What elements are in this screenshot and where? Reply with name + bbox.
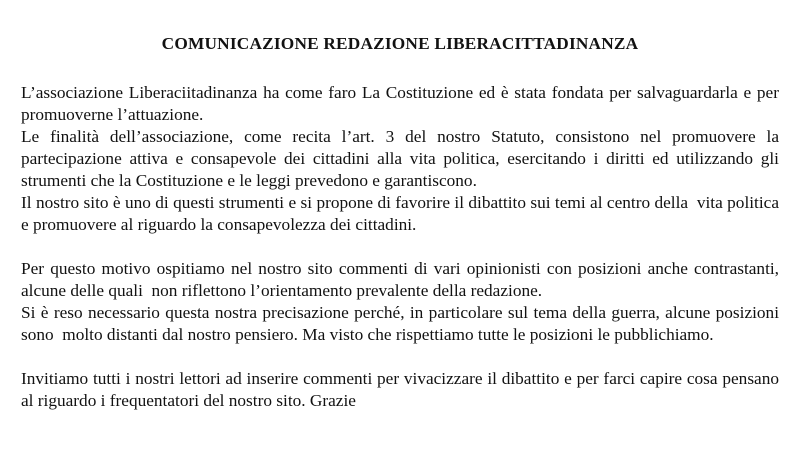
document-title: COMUNICAZIONE REDAZIONE LIBERACITTADINANZA: [161, 34, 639, 53]
paragraph-site-purpose: Il nostro sito è uno di questi strumenti e si propone di favorire il dibattito sui temi al centro della vita politica e promuovere al riguardo la consapevolezza dei cittadini.: [21, 193, 779, 234]
paragraph-invitation: Invitiamo tutti i nostri lettori ad inserire commenti per vivacizzare il dibattito e per farci capire cosa pensano al riguardo i frequentatori del nostro sito. Grazie: [21, 369, 779, 410]
paragraph-association-purpose: L’associazione Liberaciitadinanza ha come faro La Costituzione ed è stata fondata per salvaguardarla e per promuoverne l’attuazione.: [21, 83, 779, 124]
paragraph-clarification: Si è reso necessario questa nostra precisazione perché, in particolare sul tema della guerra, alcune posizioni sono molto distanti dal nostro pensiero. Ma visto che rispettiamo tutte le posizioni le pubblichiamo.: [21, 303, 779, 344]
paragraph-opinions-hosted: Per questo motivo ospitiamo nel nostro sito commenti di vari opinionisti con posizioni anche contrastanti, alcune delle quali non riflettono l’orientamento prevalente della redazione.: [21, 259, 779, 300]
paragraph-statute-goals: Le finalità dell’associazione, come recita l’art. 3 del nostro Statuto, consistono nel promuovere la partecipazione attiva e consapevole dei cittadini alla vita politica, esercitando i diritti ed utilizzando gli strumenti che la Costituzione e le leggi prevedono e garantiscono.: [21, 127, 779, 190]
